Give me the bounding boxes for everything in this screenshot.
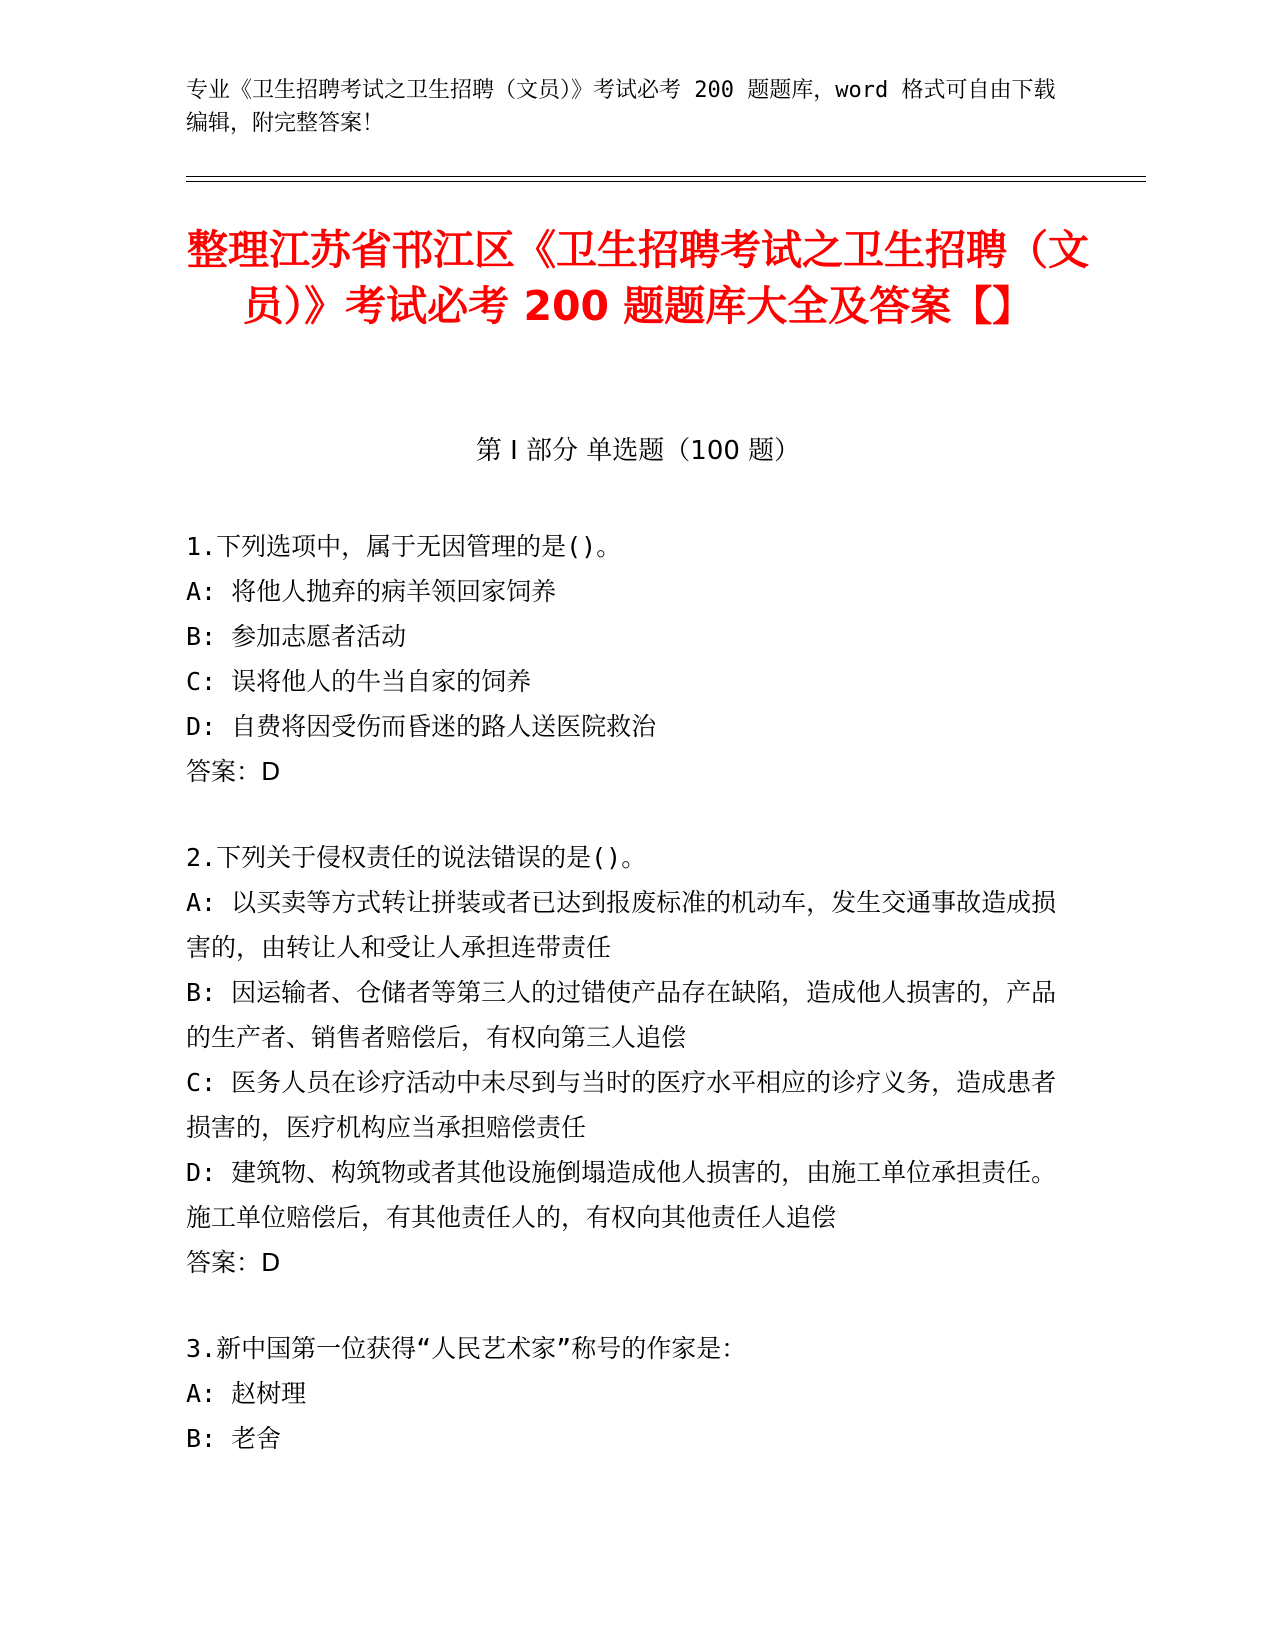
question-1 [186,524,1066,794]
option-a: A: 以买卖等方式转让拼装或者已达到报废标准的机动车，发生交通事故造成损害的，由转让人和受让人承担连带责任 [186,888,1057,962]
option-b: B: 老舍 [186,1424,282,1453]
option-c: C: 医务人员在诊疗活动中未尽到与当时的医疗水平相应的诊疗义务，造成患者损害的，医疗机构应当承担赔偿责任 [186,1068,1057,1142]
document-title: 整理江苏省邗江区《卫生招聘考试之卫生招聘（文员）》考试必考 200 题题库大全及答案【】 [187,226,1089,330]
question-text: 1.下列选项中，属于无因管理的是()。 [186,532,622,561]
option-b: B: 因运输者、仓储者等第三人的过错使产品存在缺陷，造成他人损害的，产品的生产者、销售者赔偿后，有权向第三人追偿 [186,978,1057,1052]
header-divider-top [186,176,1146,177]
question-list [186,524,1066,1502]
question-text: 3.新中国第一位获得“人民艺术家”称号的作家是： [186,1334,747,1363]
answer: 答案：D [186,757,281,786]
question-2 [186,835,1066,1285]
option-b: B: 参加志愿者活动 [186,622,407,651]
header-note: 专业《卫生招聘考试之卫生招聘（文员）》考试必考 200 题题库，word 格式可自由下载编辑，附完整答案！ [186,78,1056,136]
answer: 答案：D [186,1248,281,1277]
option-a: A: 将他人抛弃的病羊领回家饲养 [186,577,557,606]
option-d: D: 自费将因受伤而昏迷的路人送医院救治 [186,712,657,741]
option-c: C: 误将他人的牛当自家的饲养 [186,667,532,696]
section-title: 第 I 部分 单选题（100 题） [475,436,801,466]
question-text: 2.下列关于侵权责任的说法错误的是()。 [186,843,647,872]
option-a: A: 赵树理 [186,1379,307,1408]
option-d: D: 建筑物、构筑物或者其他设施倒塌造成他人损害的，由施工单位承担责任。施工单位赔偿后，有其他责任人的，有权向其他责任人追偿 [186,1158,1057,1232]
question-3 [186,1326,1066,1461]
header-divider-bottom [186,181,1146,182]
